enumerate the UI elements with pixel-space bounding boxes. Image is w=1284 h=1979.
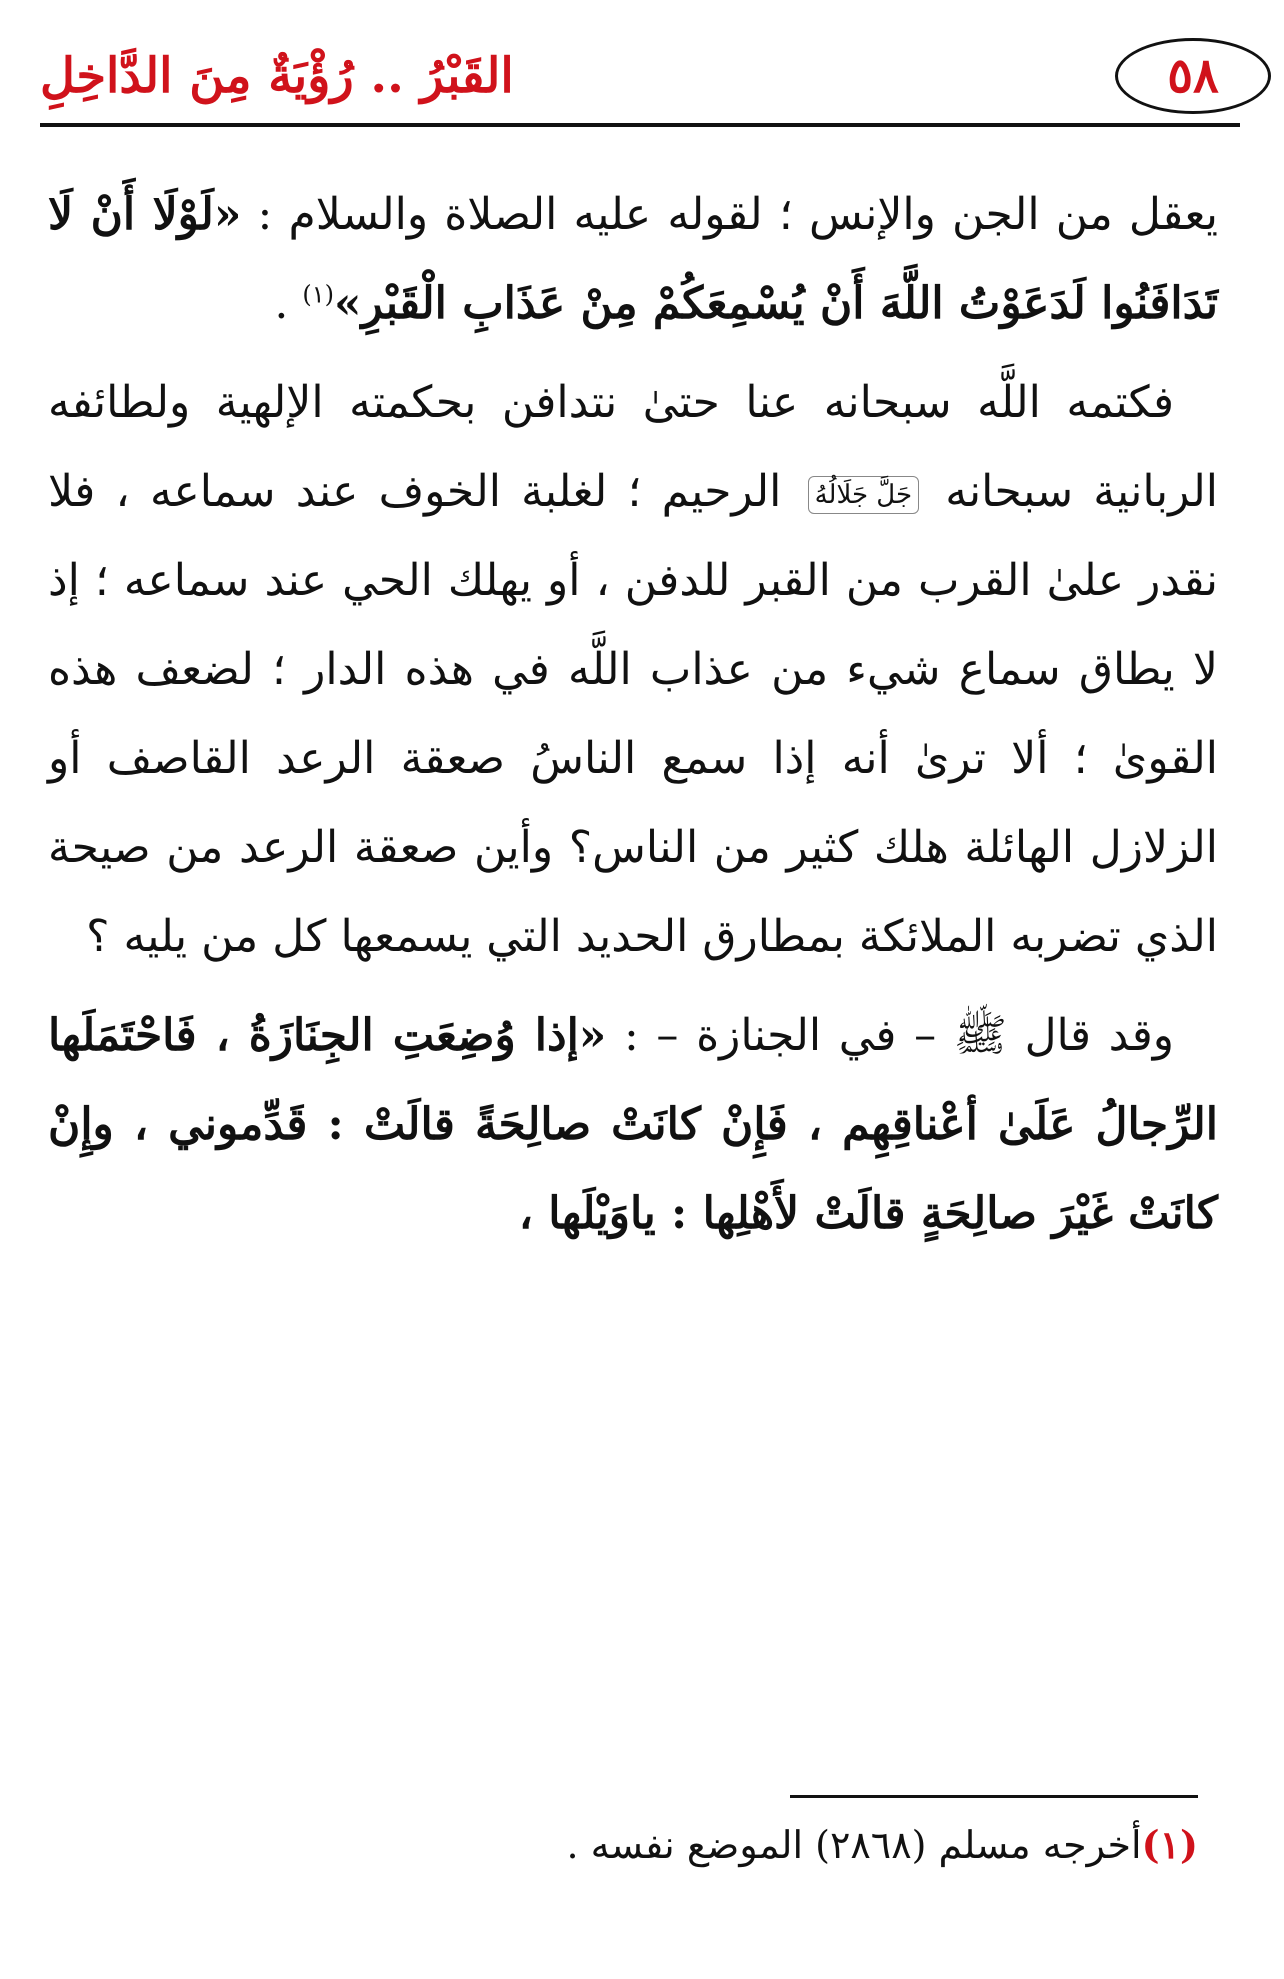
- paragraph-2-part2: الرحيم ؛ لغلبة الخوف عند سماعه ، فلا نقدر علىٰ القرب من القبر للدفن ، أو يهلك الحي عند سماعه ؛ إذ لا يطاق سماع شيء من عذاب اللَّه في هذه الدار ؛ لضعف هذه القوىٰ ؛ ألا ترىٰ أنه إذا سمع الناسُ صعقة الرعد القاصف أو الزلازل الهائلة هلك كثير من الناس؟ وأين صعقة الرعد من صيحة الذي تضربه الملائكة بمطارق الحديد التي يسمعها كل من يليه ؟: [48, 466, 1218, 962]
- footnote: [420, 1815, 1198, 1875]
- hadith-quote-1: «لَوْلَا أَنْ لَا تَدَافَنُوا لَدَعَوْتُ اللَّهَ أَنْ يُسْمِعَكُمْ مِنْ عَذَابِ الْقَبْرِ»: [48, 189, 1218, 329]
- hadith-quote-2: «إذا وُضِعَتِ الجِنَازَةُ ، فَاحْتَمَلَها الرِّجالُ عَلَىٰ أعْناقِهِم ، فَإِنْ كانَتْ صالِحَةً قالَتْ : قَدِّموني ، وإِنْ كانَتْ غَيْرَ صالِحَةٍ قالَتْ لأَهْلِها : ياوَيْلَها ،: [48, 1010, 1218, 1239]
- page-number-badge: [1115, 38, 1271, 114]
- paragraph-1-intro: يعقل من الجن والإنس ؛ لقوله عليه الصلاة والسلام :: [257, 189, 1218, 240]
- paragraph-2: [48, 358, 1218, 981]
- footnote-marker: (١): [1141, 1822, 1198, 1867]
- paragraph-2-part1: فكتمه اللَّه سبحانه عنا حتىٰ نتدافن بحكمته الإلهية ولطائفه الربانية سبحانه: [48, 377, 1218, 517]
- running-title: القَبْرُ .. رُؤْيَةٌ مِنَ الدَّاخِلِ: [40, 48, 514, 104]
- paragraph-3-intro-b: – في الجنازة – :: [623, 1010, 937, 1061]
- page-number: ٥٨: [1167, 48, 1219, 104]
- paragraph-3-intro-a: وقد قال: [1024, 1010, 1174, 1061]
- paragraph-1-end: .: [274, 278, 303, 329]
- footnote-ref-1[interactable]: (١): [302, 280, 334, 309]
- salutation-glyph: ﷺ: [953, 1010, 1007, 1061]
- paragraph-3: [48, 991, 1218, 1258]
- paragraph-1: [48, 170, 1218, 348]
- page-header: [40, 28, 1240, 128]
- footnote-divider: [790, 1795, 1198, 1798]
- footnote-text: أخرجه مسلم (٢٨٦٨) الموضع نفسه .: [566, 1823, 1142, 1867]
- body-text: [48, 170, 1218, 1258]
- header-divider: [40, 123, 1240, 127]
- honorific-glyph: جَلَّ جَلَالُهُ: [808, 476, 919, 514]
